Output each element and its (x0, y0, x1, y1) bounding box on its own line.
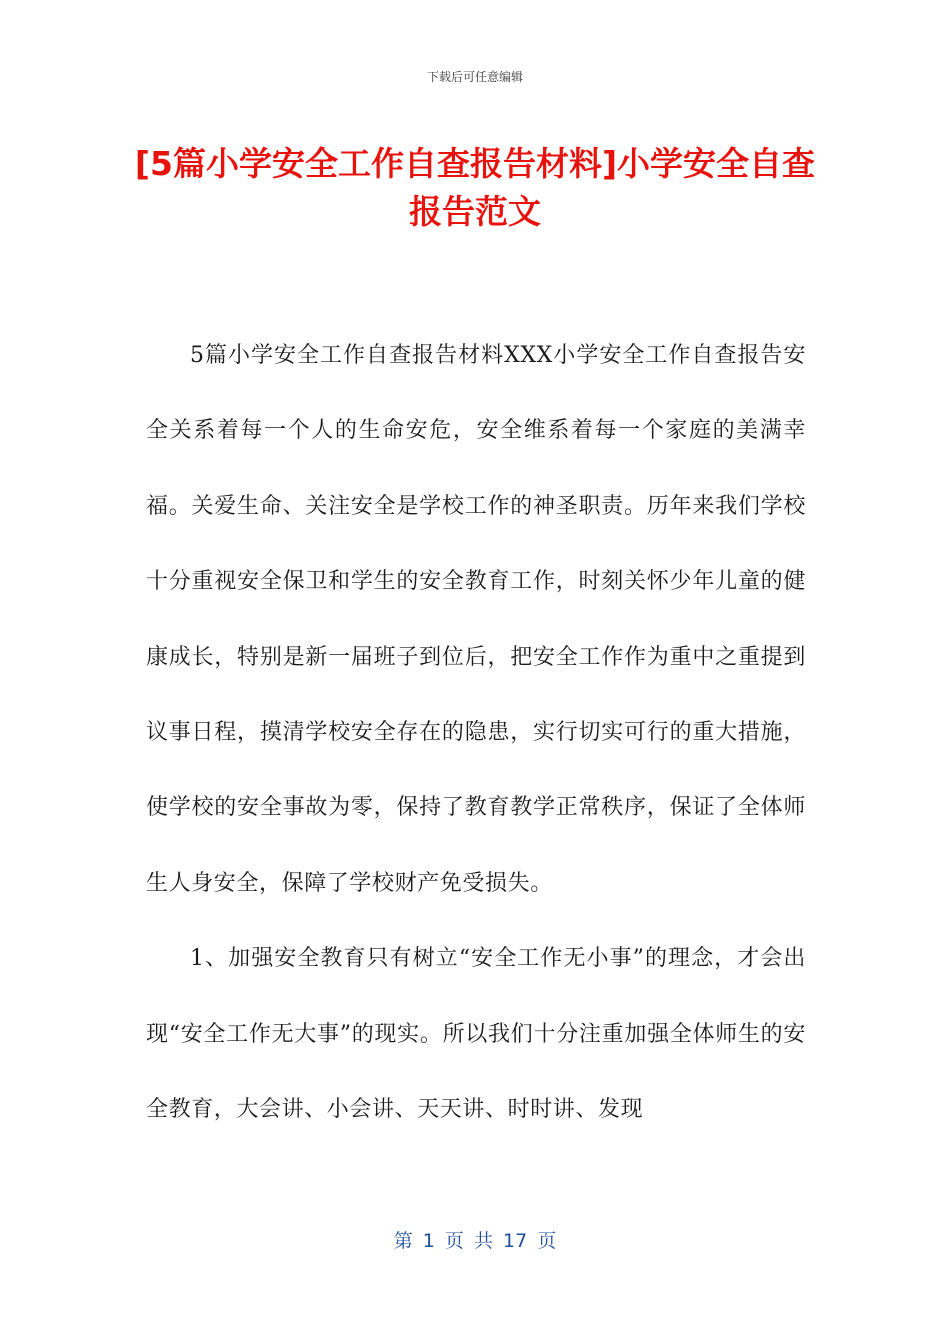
paragraph-intro: 5篇小学安全工作自查报告材料XXX小学安全工作自查报告安全关系着每一个人的生命安危，安全维系着每一个家庭的美满幸福。关爱生命、关注安全是学校工作的神圣职责。历年来我们学校十分重视安全保卫和学生的安全教育工作，时刻关怀少年儿童的健康成长，特别是新一届班子到位后，把安全工作作为重中之重提到议事日程，摸清学校安全存在的隐患，实行切实可行的重大措施，使学校的安全事故为零，保持了教育教学正常秩序，保证了全体师生人身安全，保障了学校财产免受损失。 (146, 343, 806, 896)
footer-current-page: 1 (422, 1230, 435, 1252)
document-body (146, 318, 806, 1147)
paragraph-section-1: 1、加强安全教育只有树立“安全工作无小事”的理念，才会出现“安全工作无大事”的现实。所以我们十分注重加强全体师生的安全教育，大会讲、小会讲、天天讲、时时讲、发现 (146, 946, 806, 1123)
footer-suffix: 页 (537, 1230, 557, 1252)
footer-prefix: 第 (393, 1230, 413, 1252)
footer-total-pages: 17 (503, 1230, 528, 1252)
footer-middle: 页 共 (444, 1230, 493, 1252)
page-footer (0, 1226, 950, 1253)
header-note: 下载后可任意编辑 (426, 70, 523, 84)
document-title: [5篇小学安全工作自查报告材料]小学安全自查报告范文 (134, 144, 816, 231)
